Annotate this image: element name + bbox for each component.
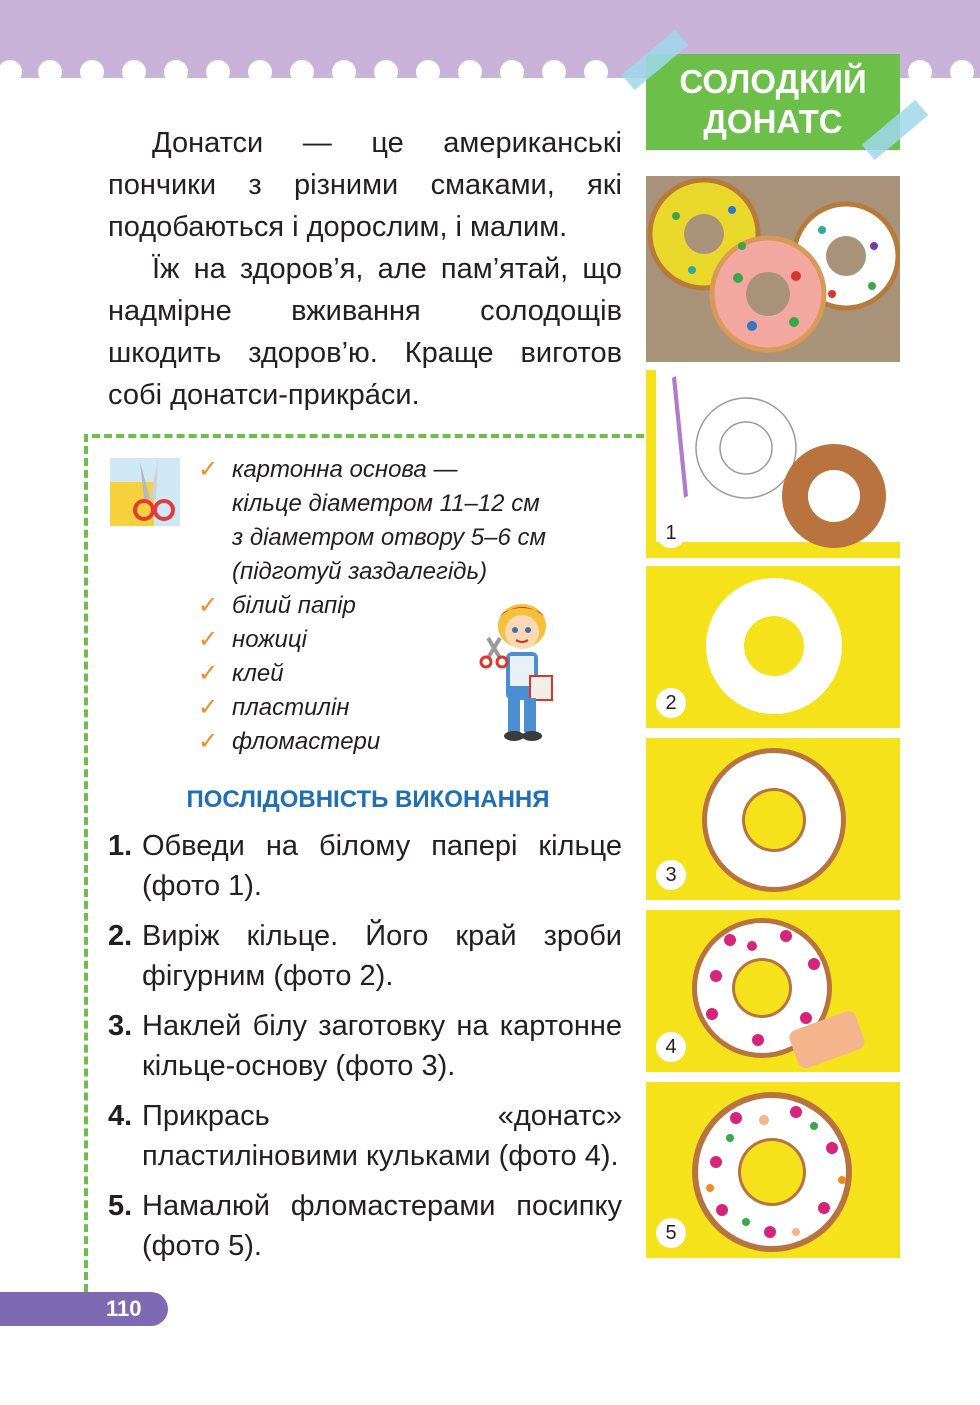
photo-step-4 <box>646 910 900 1072</box>
intro-paragraph-2: Їж на здоров’я, але пам’ятай, що надмірне вживання солодощів шкодить здоров’ю. Краще виготов собі донатси-прикра́си. <box>108 253 622 411</box>
step-text: Намалюй фломастерами посипку (фото 5). <box>142 1190 622 1262</box>
page-number-tab <box>0 1292 168 1326</box>
girl-with-scissors-illustration <box>470 598 570 748</box>
step-text: Обведи на білому папері кільце (фото 1). <box>142 830 622 902</box>
step-number: 1. <box>108 830 133 862</box>
checkmark-icon: ✓ <box>198 626 219 653</box>
list-item <box>108 916 622 996</box>
checkmark-icon: ✓ <box>198 660 219 687</box>
material-line: ножиці <box>232 626 307 653</box>
dashed-divider-left <box>84 434 88 1304</box>
list-item <box>108 1006 622 1086</box>
step-text: Виріж кільце. Його край зроби фігурним (фото 2). <box>142 920 622 992</box>
step-number: 5. <box>108 1190 133 1222</box>
material-line: білий папір <box>232 592 356 619</box>
list-item <box>108 1096 622 1176</box>
step-number: 3. <box>108 1010 133 1042</box>
checkmark-icon: ✓ <box>198 694 219 721</box>
material-line: (підготуй заздалегідь) <box>232 558 488 585</box>
intro-paragraph-1: Донатси — це американські пончики з різними смаками, які подобаються і дорослим, і малим. <box>108 127 622 243</box>
material-line: картонна основа — <box>232 456 458 483</box>
steps-list <box>108 826 622 1276</box>
step-text: Наклей білу заготовку на картонне кільце-основу (фото 3). <box>142 1010 622 1082</box>
list-item <box>108 1186 622 1266</box>
photo-label: 4 <box>656 1032 686 1062</box>
step-number: 4. <box>108 1100 133 1132</box>
photo-label: 3 <box>656 860 686 890</box>
step-number: 2. <box>108 920 133 952</box>
intro-text <box>108 122 622 416</box>
page-title <box>646 54 900 150</box>
material-line: кільце діаметром 11–12 см <box>232 490 540 517</box>
checkmark-icon: ✓ <box>198 456 219 483</box>
sequence-heading: ПОСЛІДОВНІСТЬ ВИКОНАННЯ <box>186 786 550 813</box>
photo-label: 1 <box>656 518 686 548</box>
photo-label: 2 <box>656 688 686 718</box>
photo-step-3 <box>646 738 900 900</box>
photo-label: 5 <box>656 1218 686 1248</box>
step-text: Прикрась «донатс» пластиліновими кульками (фото 4). <box>142 1100 622 1172</box>
material-line: клей <box>232 660 284 687</box>
checkmark-icon: ✓ <box>198 728 219 755</box>
material-line: з діаметром отвору 5–6 см <box>232 524 546 551</box>
title-line-1: СОЛОДКИЙ <box>679 63 867 100</box>
page-number: 110 <box>106 1296 142 1321</box>
photo-step-1 <box>646 370 900 558</box>
material-line: фломастери <box>232 728 381 755</box>
dashed-divider-top <box>92 434 644 438</box>
material-line: пластилін <box>232 694 350 721</box>
photo-step-2 <box>646 566 900 728</box>
scissors-icon <box>110 458 180 526</box>
list-item <box>108 826 622 906</box>
checkmark-icon: ✓ <box>198 592 219 619</box>
title-line-2: ДОНАТС <box>703 103 843 140</box>
photo-finished-donuts <box>646 176 900 362</box>
list-item <box>198 453 618 589</box>
photo-step-5 <box>646 1082 900 1258</box>
